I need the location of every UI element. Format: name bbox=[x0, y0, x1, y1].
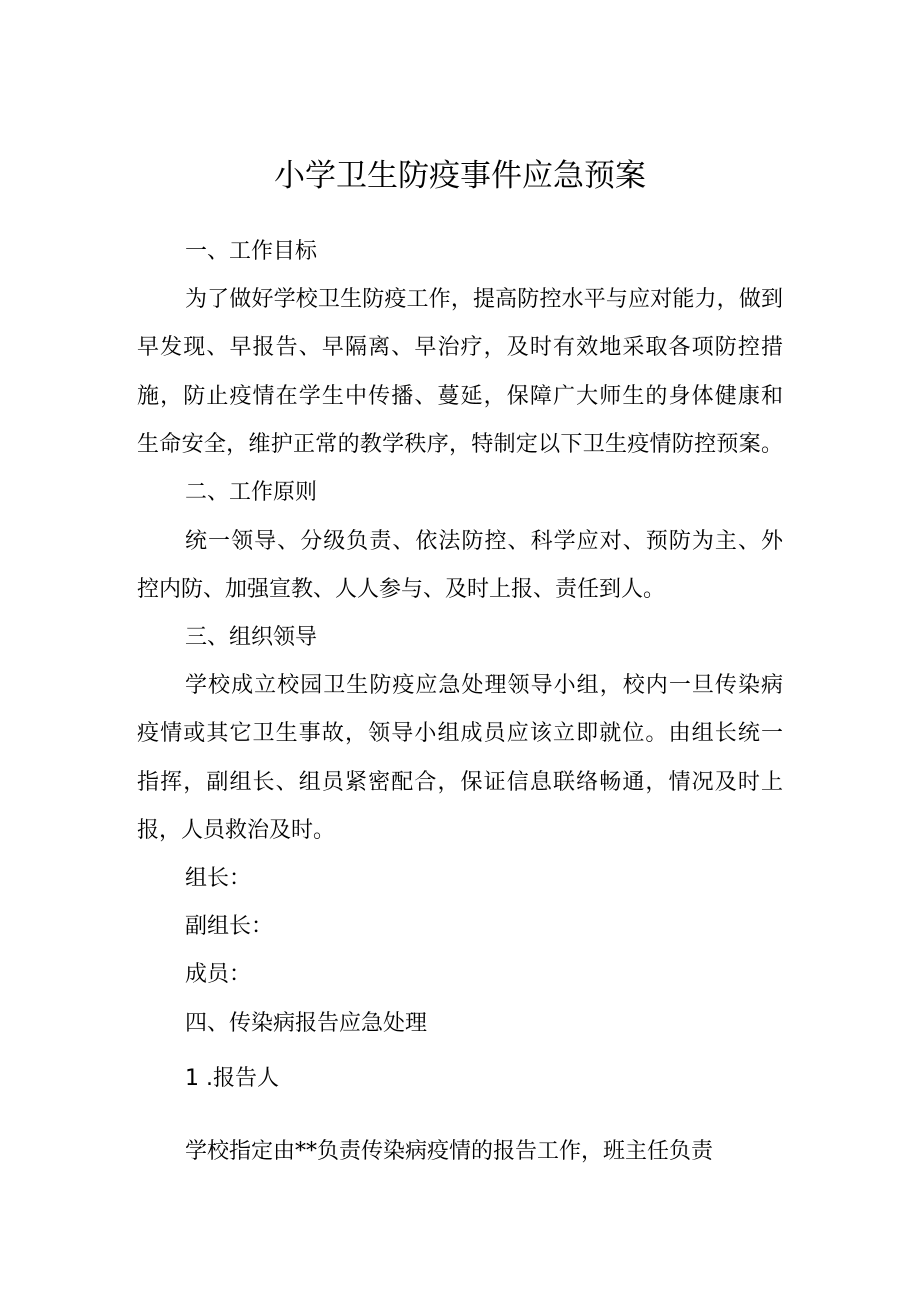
paragraph-line: 学校指定由**负责传染病疫情的报告工作，班主任负责 bbox=[185, 1139, 714, 1164]
paragraph-line: 指挥，副组长、组员紧密配合，保证信息联络畅通，情况及时上 bbox=[137, 770, 783, 795]
paragraph-line: 为了做好学校卫生防疫工作，提高防控水平与应对能力，做到 bbox=[185, 287, 783, 312]
leader-label: 组长： bbox=[185, 866, 252, 891]
paragraph-line: 疫情或其它卫生事故，领导小组成员应该立即就位。由组长统一 bbox=[137, 721, 783, 746]
deputy-leader-label: 副组长： bbox=[185, 914, 274, 939]
paragraph-line: 早发现、早报告、早隔离、早治疗，及时有效地采取各项防控措 bbox=[137, 335, 783, 360]
subsection-heading-reporter: 1 .报告人 bbox=[185, 1066, 279, 1091]
section-heading-principles: 二、工作原则 bbox=[185, 480, 318, 505]
section-heading-organization: 三、组织领导 bbox=[185, 625, 318, 650]
paragraph-line: 学校成立校园卫生防疫应急处理领导小组，校内一旦传染病 bbox=[185, 673, 783, 698]
paragraph-line: 报，人员救治及时。 bbox=[137, 818, 336, 843]
paragraph-line: 统一领导、分级负责、依法防控、科学应对、预防为主、外 bbox=[185, 529, 783, 554]
section-heading-reporting: 四、传染病报告应急处理 bbox=[185, 1011, 428, 1036]
paragraph-line: 生命安全，维护正常的教学秩序，特制定以下卫生疫情防控预案。 bbox=[137, 432, 783, 457]
members-label: 成员： bbox=[185, 962, 252, 987]
paragraph-line: 施，防止疫情在学生中传播、蔓延，保障广大师生的身体健康和 bbox=[137, 384, 783, 409]
paragraph-line: 控内防、加强宣教、人人参与、及时上报、责任到人。 bbox=[137, 577, 666, 602]
document-title: 小学卫生防疫事件应急预案 bbox=[274, 158, 646, 194]
section-heading-goals: 一、工作目标 bbox=[185, 239, 318, 264]
